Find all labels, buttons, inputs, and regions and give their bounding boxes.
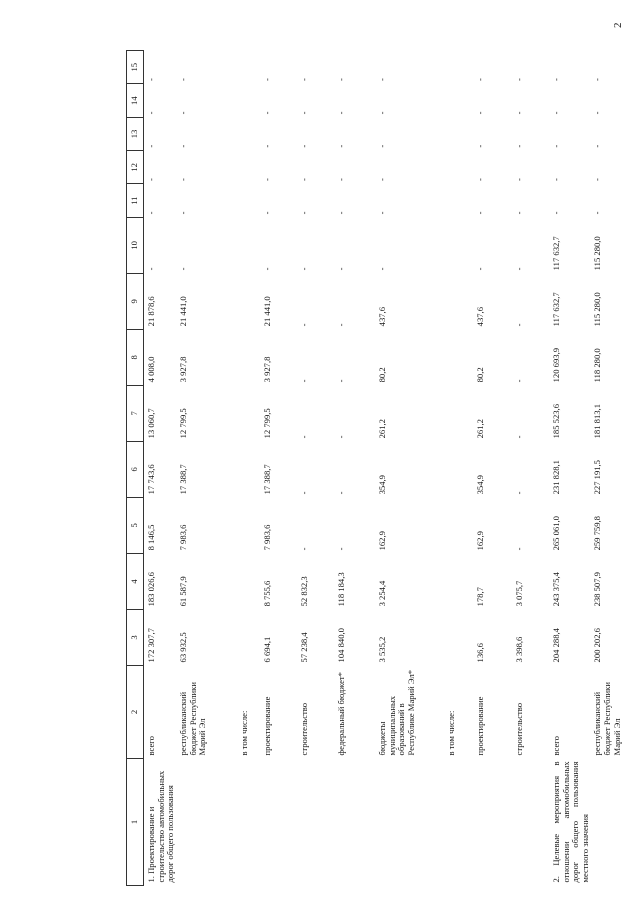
value-cell: -	[298, 78, 309, 81]
value-cell: -	[513, 379, 524, 383]
value-cell: 259 759,8	[592, 516, 603, 551]
value-cell: 178,7	[474, 587, 485, 607]
header-cell: 9	[127, 273, 144, 329]
row-section-title	[590, 758, 639, 885]
value-cell: -	[474, 267, 485, 271]
row-section-title	[473, 758, 512, 885]
value-cell	[237, 441, 260, 497]
value-cell: 183 026,6	[146, 572, 156, 607]
value-cell: -	[513, 78, 524, 81]
value-cell: 354,9	[474, 475, 485, 495]
value-cell: 200 202,6	[592, 628, 603, 663]
header-cell: 12	[127, 151, 144, 184]
value-cell: -	[177, 211, 188, 215]
row-section-title: 1. Проектирование и строительство автомобильных дорог общего пользования	[146, 770, 176, 883]
value-cell: 162,9	[376, 531, 387, 551]
value-cell	[237, 217, 260, 273]
value-cell: 261,2	[474, 419, 485, 439]
value-cell: -	[261, 144, 272, 148]
value-cell: 21 878,6	[146, 296, 156, 327]
value-cell: -	[592, 211, 603, 215]
value-cell: 80,2	[376, 367, 387, 383]
rotated-table-wrapper	[126, 50, 628, 886]
value-cell: -	[335, 267, 346, 271]
row-section-title	[375, 758, 444, 885]
value-cell: 354,9	[376, 475, 387, 495]
value-cell: -	[298, 211, 309, 215]
value-cell: -	[146, 178, 156, 181]
value-cell: 238 507,9	[592, 572, 603, 607]
table-row	[334, 51, 375, 886]
value-cell: 80,2	[474, 367, 485, 383]
row-section-title	[176, 758, 237, 885]
header-row	[127, 51, 144, 886]
value-cell: 13 060,7	[146, 408, 156, 439]
value-cell	[237, 609, 260, 665]
value-cell: -	[261, 267, 272, 271]
value-cell: 118 184,3	[335, 572, 346, 607]
header-cell: 1	[127, 758, 144, 885]
value-cell: -	[177, 267, 188, 271]
value-cell: -	[298, 547, 309, 551]
value-cell: -	[298, 144, 309, 148]
header-cell: 4	[127, 553, 144, 609]
value-cell: -	[376, 78, 387, 81]
value-cell: -	[513, 491, 524, 495]
value-cell: -	[146, 78, 156, 81]
value-cell	[444, 117, 473, 150]
value-cell: -	[474, 78, 485, 81]
value-cell: -	[513, 211, 524, 215]
row-funding-label: в том числе:	[445, 710, 456, 756]
value-cell	[444, 441, 473, 497]
value-cell: 12 799,5	[261, 408, 272, 439]
value-cell: -	[298, 491, 309, 495]
row-funding-label: строительство	[513, 702, 524, 756]
row-funding-label: проектирование	[261, 696, 272, 756]
page-number: 2	[612, 22, 624, 28]
value-cell: -	[261, 78, 272, 81]
value-cell: 227 191,5	[592, 460, 603, 495]
value-cell: 21 441,0	[261, 296, 272, 327]
value-cell: -	[513, 547, 524, 551]
value-cell: 437,6	[376, 307, 387, 327]
value-cell: -	[592, 144, 603, 148]
value-cell	[237, 151, 260, 184]
value-cell: -	[335, 111, 346, 115]
value-cell: -	[513, 178, 524, 181]
value-cell: 243 375,4	[550, 572, 561, 607]
value-cell	[444, 385, 473, 441]
value-cell: 17 388,7	[261, 464, 272, 495]
value-cell: 120 693,9	[550, 347, 561, 383]
value-cell: -	[298, 111, 309, 115]
value-cell: 4 008,0	[146, 356, 156, 383]
value-cell: -	[177, 111, 188, 115]
value-cell: 57 238,4	[298, 632, 309, 663]
value-cell	[237, 84, 260, 117]
table-row	[549, 51, 591, 886]
row-section-title	[237, 758, 260, 885]
value-cell: -	[335, 491, 346, 495]
value-cell: 117 632,7	[550, 236, 561, 271]
table-row	[297, 51, 334, 886]
row-funding-label: в том числе:	[238, 710, 249, 756]
value-cell: -	[177, 178, 188, 181]
row-section-title	[444, 758, 473, 885]
value-cell: -	[474, 111, 485, 115]
header-cell: 14	[127, 84, 144, 117]
value-cell: 437,6	[474, 307, 485, 327]
value-cell: -	[298, 379, 309, 383]
row-section-title: 2. Целевые мероприятия в отношении автомобильных дорог общего пользования местного значения	[550, 761, 590, 883]
value-cell	[237, 184, 260, 217]
value-cell: -	[474, 144, 485, 148]
value-cell: 3 535,2	[376, 636, 387, 663]
value-cell: 8 146,5	[146, 524, 156, 551]
value-cell: -	[298, 178, 309, 181]
header-cell: 5	[127, 497, 144, 553]
table-row	[176, 51, 237, 886]
table-row	[144, 51, 176, 886]
value-cell: -	[146, 211, 156, 215]
value-cell: -	[146, 267, 156, 271]
value-cell: -	[298, 435, 309, 439]
value-cell: -	[146, 111, 156, 115]
value-cell: -	[550, 211, 561, 215]
value-cell	[237, 497, 260, 553]
header-cell: 7	[127, 385, 144, 441]
value-cell	[237, 117, 260, 150]
table-row	[444, 51, 473, 886]
value-cell: 17 743,6	[146, 464, 156, 495]
value-cell: 52 832,3	[298, 576, 309, 607]
row-funding-label: проектирование	[474, 696, 485, 756]
value-cell: -	[513, 323, 524, 327]
value-cell: 181 813,1	[592, 404, 603, 439]
header-cell: 6	[127, 441, 144, 497]
value-cell: -	[513, 435, 524, 439]
value-cell	[444, 151, 473, 184]
value-cell	[444, 553, 473, 609]
value-cell: -	[335, 435, 346, 439]
table-row	[375, 51, 444, 886]
value-cell: 265 061,0	[550, 516, 561, 551]
row-funding-label: республиканский бюджет Республики Марий Эл	[177, 682, 208, 756]
value-cell: 115 280,0	[592, 292, 603, 327]
value-cell	[237, 51, 260, 85]
value-cell: 115 280,0	[592, 236, 603, 271]
value-cell: -	[261, 111, 272, 115]
row-funding-label: республиканский бюджет Республики Марий Эл	[592, 682, 622, 756]
value-cell: -	[376, 211, 387, 215]
value-cell	[444, 609, 473, 665]
value-cell: 7 983,6	[177, 524, 188, 551]
value-cell: 3 927,8	[261, 356, 272, 383]
value-cell: 8 755,6	[261, 580, 272, 607]
table-row	[237, 51, 260, 886]
value-cell: -	[550, 144, 561, 148]
value-cell: -	[298, 323, 309, 327]
value-cell: -	[335, 78, 346, 81]
value-cell: -	[376, 267, 387, 271]
value-cell: 104 840,0	[335, 628, 346, 663]
value-cell: -	[376, 111, 387, 115]
value-cell: -	[550, 111, 561, 115]
value-cell: 17 388,7	[177, 464, 188, 495]
value-cell: -	[376, 178, 387, 181]
row-funding-label: всего	[550, 736, 561, 756]
value-cell	[237, 273, 260, 329]
value-cell: 63 932,5	[177, 632, 188, 663]
header-cell: 8	[127, 329, 144, 385]
value-cell	[444, 184, 473, 217]
value-cell: 204 288,4	[550, 628, 561, 663]
value-cell	[444, 84, 473, 117]
header-cell: 13	[127, 117, 144, 150]
value-cell: 231 828,1	[550, 460, 561, 495]
value-cell: -	[513, 267, 524, 271]
value-cell: 21 441,0	[177, 296, 188, 327]
row-section-title	[334, 758, 375, 885]
value-cell: 3 927,8	[177, 356, 188, 383]
value-cell: 118 280,0	[592, 348, 603, 383]
value-cell: 261,2	[376, 419, 387, 439]
value-cell: 185 523,6	[550, 404, 561, 439]
header-cell: 11	[127, 184, 144, 217]
row-section-title	[260, 758, 297, 885]
value-cell: -	[335, 211, 346, 215]
value-cell: 12 799,5	[177, 408, 188, 439]
value-cell: -	[513, 111, 524, 115]
table-row	[473, 51, 512, 886]
value-cell: -	[550, 178, 561, 181]
table-row	[260, 51, 297, 886]
table-row	[512, 51, 549, 886]
table-row	[590, 51, 639, 886]
row-funding-label: бюджеты муниципальных образований в Республике Марий Эл*	[376, 669, 416, 756]
row-section-title	[297, 758, 334, 885]
value-cell: 61 587,9	[177, 576, 188, 607]
header-cell: 2	[127, 665, 144, 758]
value-cell	[444, 329, 473, 385]
value-cell: -	[261, 211, 272, 215]
value-cell: -	[474, 211, 485, 215]
value-cell: -	[177, 144, 188, 148]
value-cell	[444, 51, 473, 85]
value-cell: -	[474, 178, 485, 181]
header-cell: 3	[127, 609, 144, 665]
table-body	[127, 51, 639, 886]
value-cell: -	[592, 78, 603, 81]
value-cell: -	[335, 379, 346, 383]
header-cell: 15	[127, 51, 144, 85]
value-cell: 6 694,1	[261, 636, 272, 663]
value-cell	[444, 217, 473, 273]
value-cell: -	[261, 178, 272, 181]
value-cell: -	[335, 323, 346, 327]
value-cell: -	[146, 144, 156, 148]
value-cell	[237, 329, 260, 385]
row-funding-label: строительство	[298, 702, 309, 756]
header-cell: 10	[127, 217, 144, 273]
value-cell: -	[335, 178, 346, 181]
value-cell: 3 398,6	[513, 636, 524, 663]
value-cell: -	[376, 144, 387, 148]
value-cell: -	[592, 178, 603, 181]
value-cell	[444, 497, 473, 553]
value-cell: 136,6	[474, 643, 485, 663]
value-cell: 162,9	[474, 531, 485, 551]
value-cell: 7 983,6	[261, 524, 272, 551]
value-cell	[444, 273, 473, 329]
value-cell: 3 254,4	[376, 580, 387, 607]
value-cell: -	[335, 144, 346, 148]
row-section-title	[512, 758, 549, 885]
value-cell	[237, 553, 260, 609]
value-cell: 172 307,7	[146, 628, 156, 663]
value-cell: -	[513, 144, 524, 148]
row-funding-label: всего	[146, 736, 156, 756]
value-cell: -	[335, 547, 346, 551]
value-cell: -	[592, 111, 603, 115]
value-cell: -	[177, 78, 188, 81]
value-cell	[237, 385, 260, 441]
value-cell: 3 075,7	[513, 580, 524, 607]
value-cell: -	[550, 78, 561, 81]
value-cell: -	[298, 267, 309, 271]
row-funding-label: федеральный бюджет*	[335, 672, 346, 756]
budget-table	[126, 50, 639, 886]
value-cell: 117 632,7	[550, 292, 561, 327]
